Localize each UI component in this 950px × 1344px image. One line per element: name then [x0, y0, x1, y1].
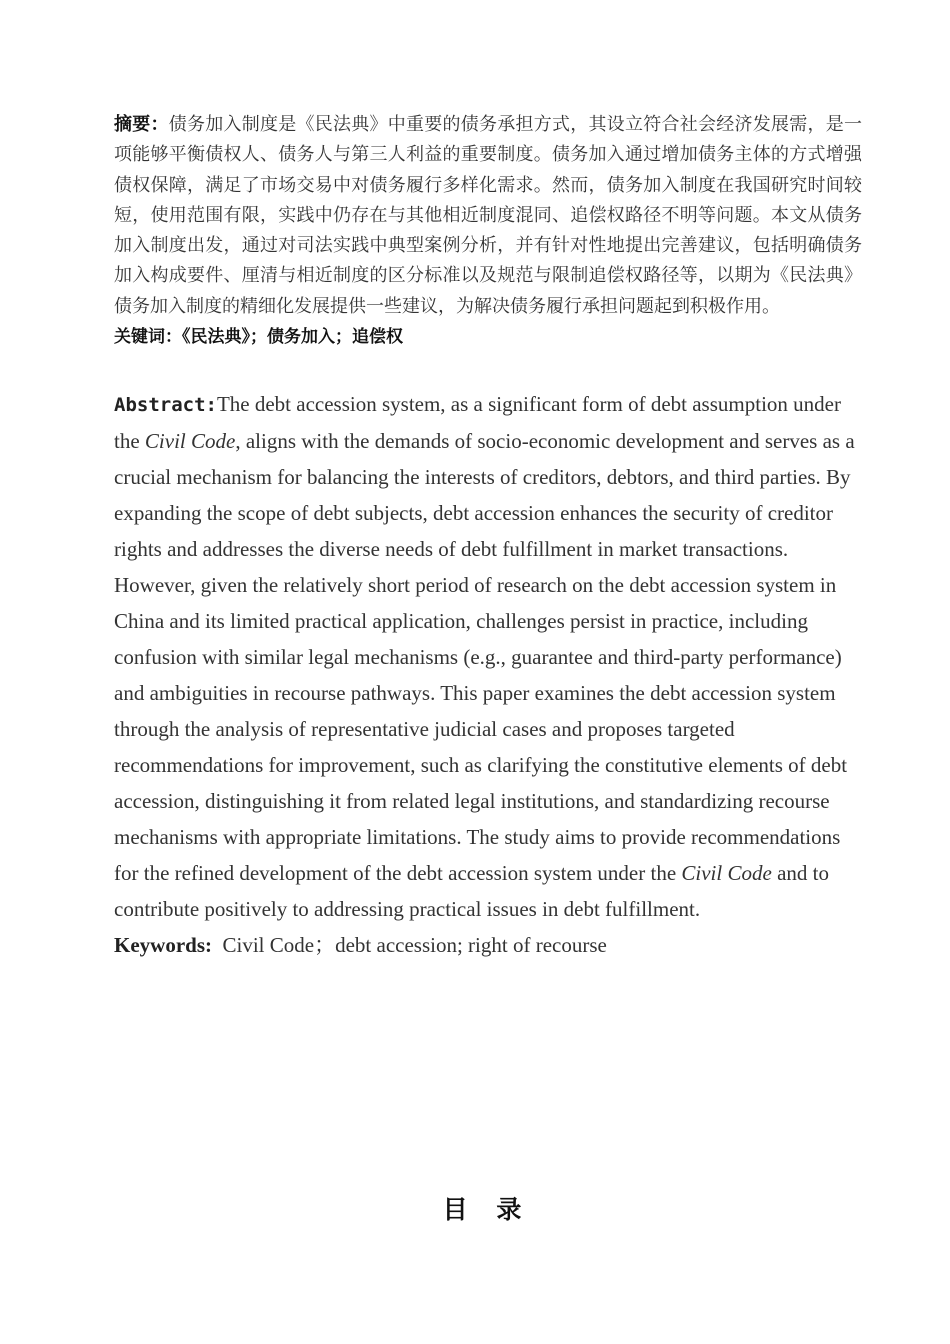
english-keywords-text: Civil Code；debt accession; right of recourse [222, 933, 607, 958]
english-keywords [114, 927, 862, 963]
chinese-keywords-label: 关键词： [114, 327, 182, 348]
english-keywords-label: Keywords: [114, 933, 212, 958]
table-of-contents-title: 目 录 [442, 1195, 532, 1224]
english-abstract [114, 386, 862, 927]
abstract-page [114, 110, 862, 963]
english-abstract-part-1: The debt accession system, as a significant form of debt assumption under the [114, 392, 841, 454]
civil-code-italic-1: Civil Code [144, 429, 236, 454]
chinese-abstract-body: 债务加入制度是《民法典》中重要的债务承担方式，其设立符合社会经济发展需，是一项能够平衡债权人、债务人与第三人利益的重要制度。债务加入通过增加债务主体的方式增强债权保障，满足了市场交易中对债务履行多样化需求。然而，债务加入制度在我国研究时间较短，使用范围有限，实践中仍存在与其他相近制度混同、追偿权路径不明等问题。本文从债务加入制度出发，通过对司法实践中典型案例分析，并有针对性地提出完善建议，包括明确债务加入构成要件、厘清与相近制度的区分标准以及规范与限制追偿权路径等，以期为《民法典》债务加入制度的精细化发展提供一些建议，为解决债务履行承担问题起到积极作用。 [114, 114, 862, 317]
english-abstract-part-3: and to contribute positively to addressing practical issues in debt fulfillment. [114, 861, 829, 922]
chinese-abstract [114, 110, 862, 322]
chinese-keywords [114, 322, 862, 352]
chinese-keywords-text: 《民法典》；债务加入；追偿权 [182, 327, 403, 348]
english-abstract-part-2: , aligns with the demands of socio-economic development and serves as a crucial mechanism for balancing the interests of creditors, debtors, and third parties. By expanding the scope of debt subjects, debt accession enhances the security of creditor rights and addresses the diverse needs of debt fulfillment in market transactions. However, given the relatively short period of research on the debt accession system in China and its limited practical application, challenges persist in practice, including confusion with similar legal mechanisms (e.g., guarantee and third-party performance) and ambiguities in recourse pathways. This paper examines the debt accession system through the analysis of representative judicial cases and proposes targeted recommendations for improvement, such as clarifying the constitutive elements of debt accession, distinguishing it from related legal institutions, and standardizing recourse mechanisms with appropriate limitations. The study aims to provide recommendations for the refined development of the debt accession system under the [114, 429, 855, 886]
english-abstract-label: Abstract: [114, 394, 217, 417]
civil-code-italic-2: Civil Code [681, 861, 772, 886]
chinese-abstract-label: 摘要： [114, 114, 169, 135]
